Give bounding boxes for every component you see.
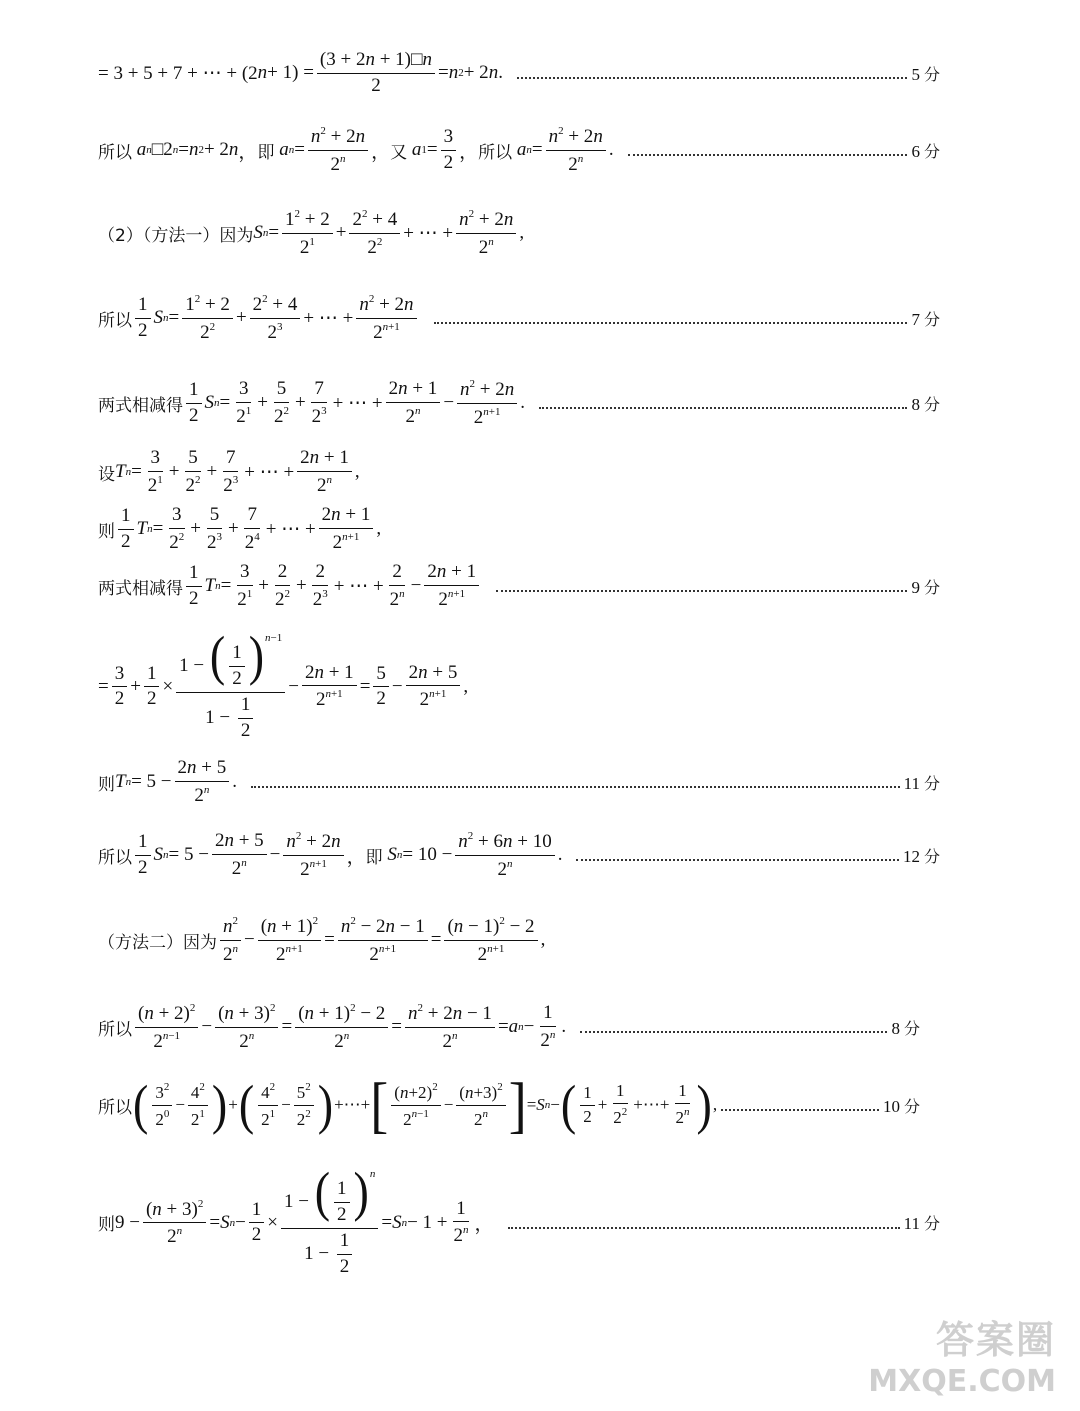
formula: T n = 5 − $\frac{2n + 5}{2^n}$ . xyxy=(115,757,237,806)
label-method2: （方法二）因为 xyxy=(98,932,217,953)
label-suoyi: 所以 xyxy=(98,847,132,868)
score: 11 分 xyxy=(903,773,940,793)
score: 7 分 xyxy=(911,309,940,329)
formula: a 1 = $\frac{3}{2}$ ， xyxy=(411,126,479,173)
label-ze: 则 xyxy=(98,521,115,542)
score: 12 分 xyxy=(902,846,940,866)
formula: T n = $\frac{3}{2^1}$ + $\frac{5}{2^2}$ + $\frac{7}{2^3}$ + ⋯ + $\frac{2n + 1}{2^n}$ , xyxy=(115,447,360,496)
formula: $\frac{1}{2}$ S n = $\frac{3}{2^1}$ + $\frac{5}{2^2}$ + $\frac{7}{2^3}$ + ⋯ + $\frac{2n + 1}{2^n}$ − $\frac{n^2 + 2n}{2^{n+1}}$ . xyxy=(183,378,525,429)
watermark-text: 答案圈 xyxy=(935,1318,1056,1362)
dot-leader xyxy=(508,1225,900,1229)
line-15 xyxy=(98,1160,940,1278)
score: 11 分 xyxy=(903,1214,940,1234)
score: 10 分 xyxy=(882,1096,920,1116)
label-ji: 即 xyxy=(365,847,383,868)
line-6 xyxy=(98,448,940,497)
formula: 9 − $\frac{(n + 3)^2}{2^n}$ = S n − $\frac{1}{2}$ × 1 − ( $\frac{1}{2}$ )$^n$ 1 − $\frac{1}{2}$ = S n − 1 + $\frac{1}{2^n}$ ， xyxy=(115,1160,494,1277)
label-suoyi: 所以 xyxy=(478,142,513,163)
dot-leader xyxy=(434,320,908,324)
dot-leader xyxy=(517,75,908,79)
formula: $\frac{1}{2}$ T n = $\frac{3}{2^1}$ + $\frac{2}{2^2}$ + $\frac{2}{2^3}$ + ⋯ + $\frac{2}{2^n}$ − $\frac{2n + 1}{2^{n+1}}$ xyxy=(183,562,482,611)
dot-leader xyxy=(251,784,900,788)
formula: $\frac{(n + 2)^2}{2^{n-1}}$ − $\frac{(n + 3)^2}{2^n}$ = $\frac{(n + 1)^2 - 2}{2^n}$ = $\frac{n^2 + 2n - 1}{2^n}$ = a n − $\frac{1}{2^n}$ . xyxy=(132,1002,566,1053)
formula: ( $\frac{3^2}{2^0}$ − $\frac{4^2}{2^1}$ ) + ( $\frac{4^2}{2^1}$ − $\frac{5^2}{2^2}$ ) +⋯+ [ $\frac{(n+2)^2}{2^{n-1}}$ − $\frac{(n+3)^2}{2^n}$ ] = S n − ( $\frac{1}{2}$ + $\frac{1}{2^2}$ +⋯+ $\frac{1}{2^n}$ ) , xyxy=(133,1070,718,1140)
label-suoyi: 所以 xyxy=(98,1019,132,1040)
line-4 xyxy=(98,293,940,344)
label-suoyi: 所以 xyxy=(98,310,132,331)
dot-leader xyxy=(576,857,899,861)
formula: a n □2 n = n 2 + 2 n ， xyxy=(136,139,258,163)
watermark-url: MXQE.COM xyxy=(868,1364,1056,1399)
line-2 xyxy=(98,125,940,176)
label-suoyi: 所以 xyxy=(98,1097,132,1118)
formula: $\frac{1}{2}$ S n = $\frac{1^2 + 2}{2^2}$ + $\frac{2^2 + 4}{2^3}$ + ⋯ + $\frac{n^2 + 2n}{2^{n+1}}$ xyxy=(132,293,420,344)
dot-leader xyxy=(580,1029,887,1033)
score: 6 分 xyxy=(911,141,940,161)
watermark-logo xyxy=(868,1309,1056,1399)
line-9 xyxy=(98,624,940,742)
dot-leader xyxy=(539,405,907,409)
label-part2: （2）（方法一）因为 xyxy=(98,225,254,246)
label-she: 设 xyxy=(98,464,115,485)
formula: S n = $\frac{1^2 + 2}{2^1}$ + $\frac{2^2 + 4}{2^2}$ + ⋯ + $\frac{n^2 + 2n}{2^n}$ , xyxy=(253,208,525,258)
formula: $\frac{n^2}{2^n}$ − $\frac{(n + 1)^2}{2^{n+1}}$ = $\frac{n^2 - 2n - 1}{2^{n+1}}$ = $\frac{(n - 1)^2 - 2}{2^{n+1}}$ , xyxy=(217,915,545,966)
label-suoyi: 所以 xyxy=(98,142,132,163)
score: 8 分 xyxy=(891,1018,920,1038)
label-ze: 则 xyxy=(98,774,115,795)
label-ji: 即 xyxy=(257,142,275,163)
line-7 xyxy=(98,505,940,554)
line-11 xyxy=(98,830,940,881)
line-14 xyxy=(98,1070,920,1140)
label-liangshi: 两式相减得 xyxy=(98,578,183,599)
formula: a n = $\frac{n^2 + 2n}{2^n}$ ， xyxy=(279,125,391,175)
formula: = 3 + 5 + 7 + ⋯ + (2 n + 1) = $\frac{(3 + 2n + 1)□n}{2}$ = n 2 + 2 n . xyxy=(98,49,503,96)
formula: S n = 10 − $\frac{n^2 + 6n + 10}{2^n}$ . xyxy=(387,830,563,880)
line-8 xyxy=(98,562,940,611)
line-3 xyxy=(98,208,940,259)
formula: $\frac{1}{2}$ S n = 5 − $\frac{2n + 5}{2^n}$ − $\frac{n^2 + 2n}{2^{n+1}}$ ， xyxy=(132,830,366,881)
line-12 xyxy=(98,915,940,966)
line-1 xyxy=(98,50,940,97)
dot-leader xyxy=(496,588,907,592)
formula: a n = $\frac{n^2 + 2n}{2^n}$ . xyxy=(516,125,614,175)
label-liangshi: 两式相减得 xyxy=(98,395,183,416)
label-you: 又 xyxy=(390,142,408,163)
score: 8 分 xyxy=(911,394,940,414)
label-ze: 则 xyxy=(98,1215,115,1236)
line-10 xyxy=(98,758,940,807)
line-5 xyxy=(98,378,940,429)
dot-leader xyxy=(721,1107,879,1111)
score: 5 分 xyxy=(911,64,940,84)
line-13 xyxy=(98,1002,920,1053)
dot-leader xyxy=(628,152,908,156)
score: 9 分 xyxy=(911,577,940,597)
formula: = $\frac{3}{2}$ + $\frac{1}{2}$ × 1 − ( $\frac{1}{2}$ )$^{n-1}$ 1 − $\frac{1}{2}$ − $\frac{2n + 1}{2^{n+1}}$ = $\frac{5}{2}$ − $\frac{2n + 5}{2^{n+1}}$ , xyxy=(98,624,469,741)
formula: $\frac{1}{2}$ T n = $\frac{3}{2^2}$ + $\frac{5}{2^3}$ + $\frac{7}{2^4}$ + ⋯ + $\frac{2n + 1}{2^{n+1}}$ , xyxy=(115,505,381,554)
